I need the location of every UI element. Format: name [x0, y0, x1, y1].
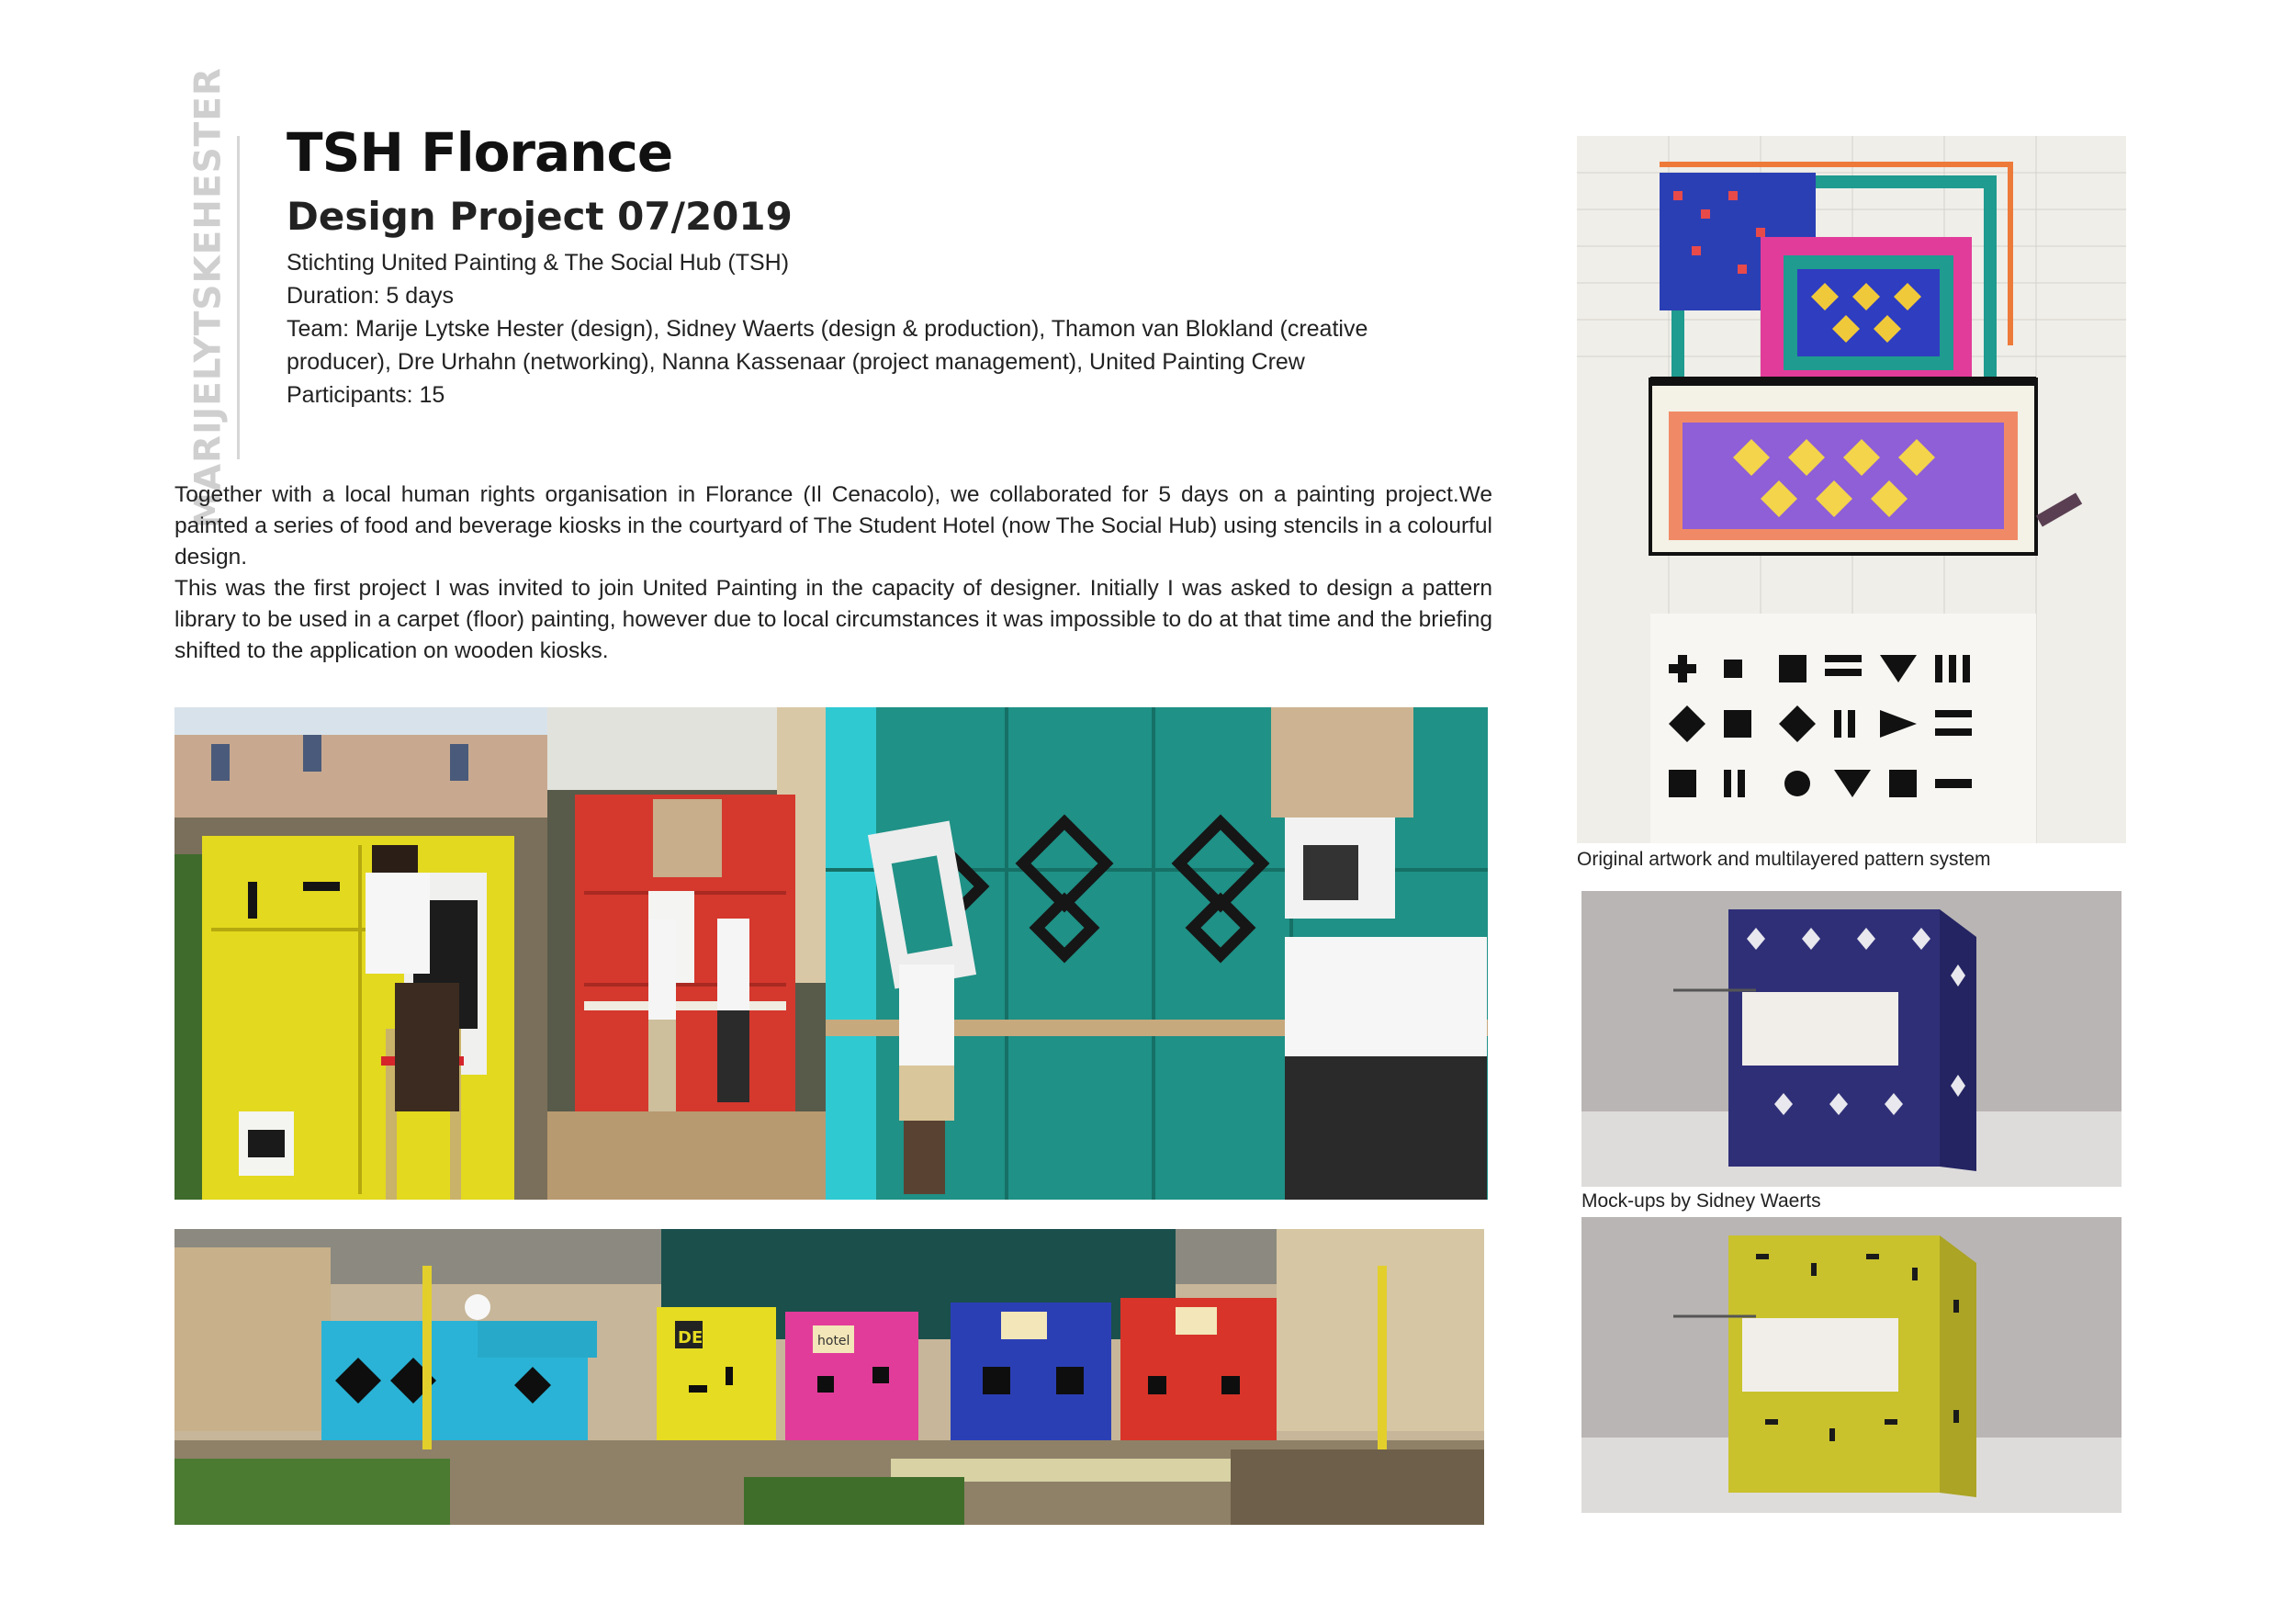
hotel-sign: hotel	[817, 1334, 850, 1348]
description-paragraph-1: Together with a local human rights organisation in Florance (Il Cenacolo), we collaborated for 5 days on a painting project.We painted a series of food and beverage kiosks in the courtyard of The Student Hotel (now The Social Hub) using stencils in a colourful design.	[174, 482, 1492, 570]
photo-red-kiosk-painting	[547, 707, 826, 1200]
deli-sign: DELI	[678, 1328, 720, 1348]
project-subtitle: Design Project 07/2019	[287, 194, 793, 239]
meta-duration: Duration: 5 days	[287, 283, 455, 309]
photo-yellow-kiosk-painting	[174, 707, 547, 1200]
project-description	[174, 479, 1492, 667]
photo-courtyard-panorama	[174, 1229, 1484, 1525]
project-meta	[287, 246, 1480, 412]
page-title: TSH Florance	[287, 121, 673, 184]
vertical-divider	[237, 136, 240, 459]
mockup-navy-kiosk	[1581, 891, 2122, 1187]
artwork-caption: Original artwork and multilayered pattern system	[1577, 849, 1991, 870]
meta-team-line-2: producer), Dre Urhahn (networking), Nanna Kassenaar (project management), United Painting Crew	[287, 349, 1305, 375]
mockup-yellow-kiosk	[1581, 1217, 2122, 1513]
description-paragraph-2: This was the first project I was invited to join United Painting in the capacity of designer. Initially I was asked to design a pattern library to be used in a carpet (floor) painting, however due to local circumstances it was impossible to do at that time and the briefing shifted to the application on wooden kiosks.	[174, 576, 1492, 663]
meta-client: Stichting United Painting & The Social Hub (TSH)	[287, 250, 790, 276]
photo-teal-kiosk-stencil	[826, 707, 1488, 1200]
meta-participants: Participants: 15	[287, 382, 445, 408]
meta-team-line-1: Team: Marije Lytske Hester (design), Sidney Waerts (design & production), Thamon van Blokland (creative	[287, 316, 1368, 342]
vertical-name-label: MARIJELYTSKEHESTER	[187, 67, 230, 528]
photo-original-artwork	[1577, 136, 2126, 843]
mockups-caption: Mock-ups by Sidney Waerts	[1581, 1190, 1821, 1212]
